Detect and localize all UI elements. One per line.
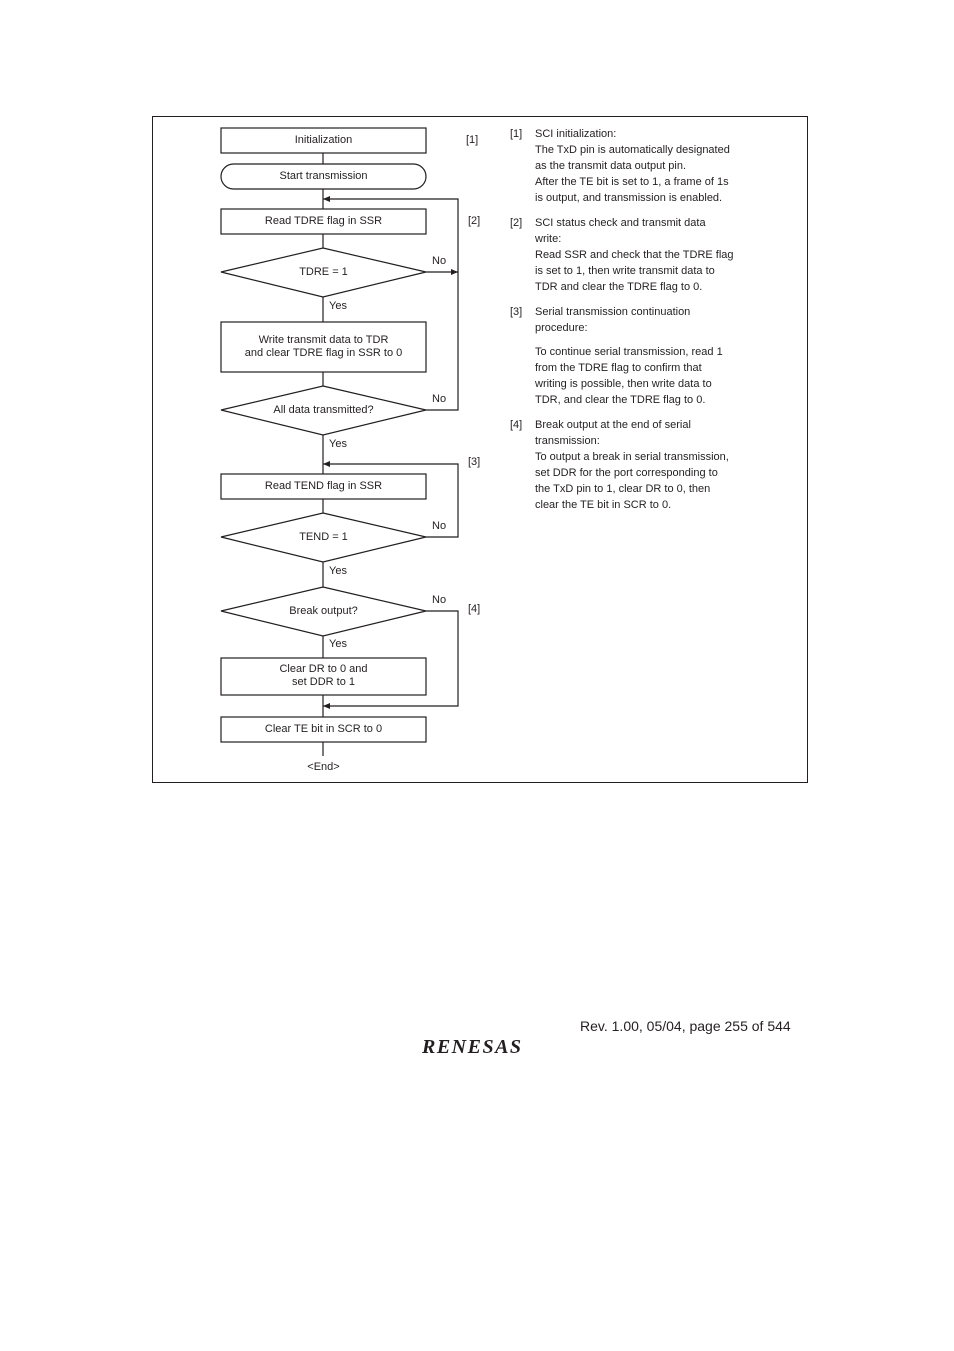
step-marker-4: [4] (468, 603, 481, 615)
no-label: No (432, 255, 447, 267)
break-check-label: Break output? (289, 605, 358, 617)
note-line: transmission: (535, 435, 600, 447)
note-1 (510, 126, 750, 206)
note-line: After the TE bit is set to 1, a frame of 1s (535, 176, 729, 188)
read-tdre-label: Read TDRE flag in SSR (264, 215, 383, 227)
write-data-label-line2: and clear TDRE flag in SSR to 0 (244, 347, 403, 359)
yes-label: Yes (329, 565, 347, 577)
note-line: writing is possible, then write data to (535, 378, 712, 390)
end-label: <End> (307, 761, 340, 773)
all-data-check-label: All data transmitted? (273, 404, 374, 416)
yes-label: Yes (329, 438, 347, 450)
note-line: Serial transmission continuation (535, 306, 691, 318)
read-tend-label: Read TEND flag in SSR (264, 480, 383, 492)
initialization-label: Initialization (294, 134, 353, 146)
note-number: [1] (510, 128, 523, 140)
clear-dr-label-line2: set DDR to 1 (292, 676, 355, 688)
no-label: No (432, 594, 447, 606)
note-number: [2] (510, 217, 523, 229)
page-info: Rev. 1.00, 05/04, page 255 of 544 (580, 1018, 791, 1034)
note-line: TDR, and clear the TDRE flag to 0. (535, 394, 706, 406)
note-line: as the transmit data output pin. (535, 160, 687, 172)
renesas-logo (420, 1034, 544, 1056)
note-line: clear the TE bit in SCR to 0. (535, 499, 672, 511)
note-line: from the TDRE flag to confirm that (535, 362, 702, 374)
note-line: the TxD pin to 1, clear DR to 0, then (535, 483, 711, 495)
note-number: [4] (510, 419, 523, 431)
note-3 (510, 304, 750, 408)
note-line: procedure: (535, 322, 588, 334)
tdre-check-label: TDRE = 1 (299, 266, 348, 278)
note-line: To output a break in serial transmission, (535, 451, 729, 463)
start-transmission-label: Start transmission (279, 170, 368, 182)
note-line: SCI status check and transmit data (535, 217, 706, 229)
step-marker-2: [2] (468, 215, 481, 227)
tend-check-label: TEND = 1 (299, 531, 348, 543)
note-2 (510, 215, 750, 295)
note-4 (510, 417, 750, 513)
note-line: Break output at the end of serial (535, 419, 691, 431)
step-marker-3: [3] (468, 456, 481, 468)
note-line: set DDR for the port corresponding to (535, 467, 718, 479)
note-line: TDR and clear the TDRE flag to 0. (535, 281, 703, 293)
note-line: To continue serial transmission, read 1 (535, 346, 723, 358)
clear-te-label: Clear TE bit in SCR to 0 (264, 723, 383, 735)
clear-dr-label-line1: Clear DR to 0 and (279, 663, 368, 675)
write-data-label-line1: Write transmit data to TDR (258, 334, 389, 346)
yes-label: Yes (329, 300, 347, 312)
note-line: is output, and transmission is enabled. (535, 192, 723, 204)
note-line: write: (535, 233, 562, 245)
yes-label: Yes (329, 638, 347, 650)
note-line: is set to 1, then write transmit data to (535, 265, 715, 277)
no-label: No (432, 520, 447, 532)
note-line: The TxD pin is automatically designated (535, 144, 730, 156)
svg-text:RENESAS: RENESAS (422, 1036, 523, 1056)
note-number: [3] (510, 306, 523, 318)
step-marker-1: [1] (466, 134, 479, 146)
note-line: SCI initialization: (535, 128, 617, 140)
no-label: No (432, 393, 447, 405)
notes-column (510, 126, 750, 522)
note-line: Read SSR and check that the TDRE flag (535, 249, 734, 261)
